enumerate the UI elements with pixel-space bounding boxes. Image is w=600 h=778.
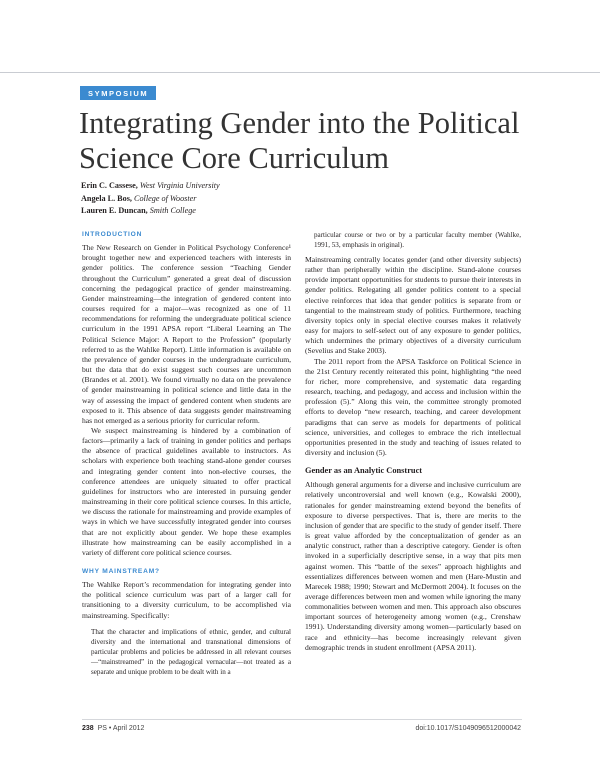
author-entry: [81, 180, 220, 193]
author-entry: [81, 205, 220, 218]
body-paragraph: The 2011 report from the APSA Taskforce on Political Science in the 21st Century recently reiterated this point, highlighting “the need for richer, more comprehensive, and systematic data regarding research, teaching, and pedagogy, and access and inclusion within the profession (5).” Along this vein, the committee strongly promoted efforts to develop “new research, teaching, and career development paradigms that can serve as models for departments of political science, universities, and colleges to embrace the rich intellectual opportunities presented in the study and teaching of issues related to diversity and inclusion (5).: [305, 356, 521, 457]
author-affiliation: College of Wooster: [134, 193, 197, 203]
block-quote-continued: particular course or two or by a particular faculty member (Wahlke, 1991, 53, emphasis in original).: [314, 231, 521, 249]
block-quote: That the character and implications of ethnic, gender, and cultural diversity and the international and transnational dimensions of particular problems and policies be addressed in all relevant courses—“mainstreamed” in the pedagogical vernacular—not treated as a separate and unique problem to be dealt with in a: [91, 627, 291, 676]
author-name: Angela L. Bos,: [81, 193, 132, 203]
section-heading: WHY MAINSTREAM?: [82, 568, 160, 575]
subsection-heading: Gender as an Analytic Construct: [305, 466, 423, 476]
footer-left: [82, 725, 144, 732]
page-number: 238: [82, 725, 94, 732]
right-column: [305, 230, 521, 653]
article-title: Integrating Gender into the Political Science Core Curriculum: [79, 106, 520, 175]
body-paragraph: The Wahlke Report’s recommendation for integrating gender into the political science curriculum was part of a larger call for transitioning to a diversity curriculum, to be accomplished via mainstreaming. Specifically:: [82, 580, 291, 620]
author-affiliation: Smith College: [149, 206, 196, 215]
author-entry: [81, 193, 220, 206]
footer-rule: [82, 719, 522, 720]
body-paragraph: Although general arguments for a diverse and inclusive curriculum are relatively uncontroversial and well known (e.g., Kowalski 2000), rationales for gender mainstreaming extend beyond the benefits of exposure to diverse perspectives. That is, there are merits to the inclusion of gender that are specific to the study of gender itself. There is great value afforded by the conceptualization of gender as an analytic construct, rather than a descriptive category. Gender is often invoked in a superficially descriptive sense, in a way that pits men against women. This “battle of the sexes” approach highlights and essentializes differences between women and men (Hare-Mustin and Marecek 1988; 1990; Stewart and McDermott 2004). It focuses on the average differences between men and women while ignoring the many commonalities between women and men. This approach also obscures important sources of heterogeneity among women (e.g., Crenshaw 1991). Understanding diversity among women—particularly based on race and ethnicity—has become increasingly relevant given demographic trends in student enrollment (APSA 2011).: [305, 480, 521, 652]
author-name: Erin C. Cassese,: [81, 181, 138, 190]
body-paragraph: We suspect mainstreaming is hindered by a combination of factors—primarily a lack of training in gender politics and perhaps the absence of practical guidelines available to instructors. As scholars with experience both teaching stand-alone gender courses and integrating gender content into non-elective courses, the conference attendees are uniquely situated to offer practical guidelines for instructors who are interested in pursuing gender mainstreaming in their core political science courses. In this article, we discuss the rationale for mainstreaming and provide examples of ways in which we have successfully integrated gender into courses that are not explicitly about gender. We hope these examples illustrate how mainstreaming can be easily accomplished in a variety of different core political science courses.: [82, 425, 291, 557]
header-rule: [0, 72, 600, 73]
author-affiliation: West Virginia University: [139, 181, 220, 190]
body-paragraph: The New Research on Gender in Political Psychology Conference¹ brought together new and experienced teachers with interests in gender politics. The conference session “Teaching Gender throughout the Curriculum” generated a great deal of discussion concerning the pedagogical practice of gender mainstreaming. Gender mainstreaming—the integration of gendered content into courses required for a major—was recognized as one of 11 recommendations for reforming the undergraduate political science curriculum in the 1991 APSA report “Liberal Learning an The Political Science Major: A Report to the Profession” (popularly referred to as the Wahlke Report). Little information is available on the prevalence of gender courses in the undergraduate curriculum, but the data that do exist suggest such courses are uncommon (Brandes et al. 2001). We found virtually no data on the prevalence of gender mainstreaming in political science and little data in the way of assessing the impact of gendered content when students are exposed to it. This absence of data suggests gender mainstreaming has not emerged as a serious priority for curricular reform.: [82, 243, 291, 425]
left-column: [82, 230, 291, 677]
page-footer: [82, 725, 521, 732]
body-paragraph: Mainstreaming centrally locates gender (and other diversity subjects) rather than peripherally within the discipline. Stand-alone courses provide important opportunities for students to pursue their interests in gender politics. Relegating all gender politics content to a special elective reinforces that idea that gender politics is separate from or tangential to the mainstream study of politics. Furthermore, teaching diversity topics only in special elective courses makes it relatively easy for majors to self-select out of any exposure to gender politics, which undermines the primary objectives of a diversity curriculum (Sevelius and Stake 2003).: [305, 255, 521, 356]
section-badge: SYMPOSIUM: [80, 86, 156, 100]
journal-issue: PS • April 2012: [97, 725, 145, 732]
section-heading: INTRODUCTION: [82, 231, 143, 238]
doi: doi:10.1017/S1049096512000042: [415, 725, 521, 732]
author-name: Lauren E. Duncan,: [81, 206, 148, 215]
author-list: [81, 180, 220, 218]
